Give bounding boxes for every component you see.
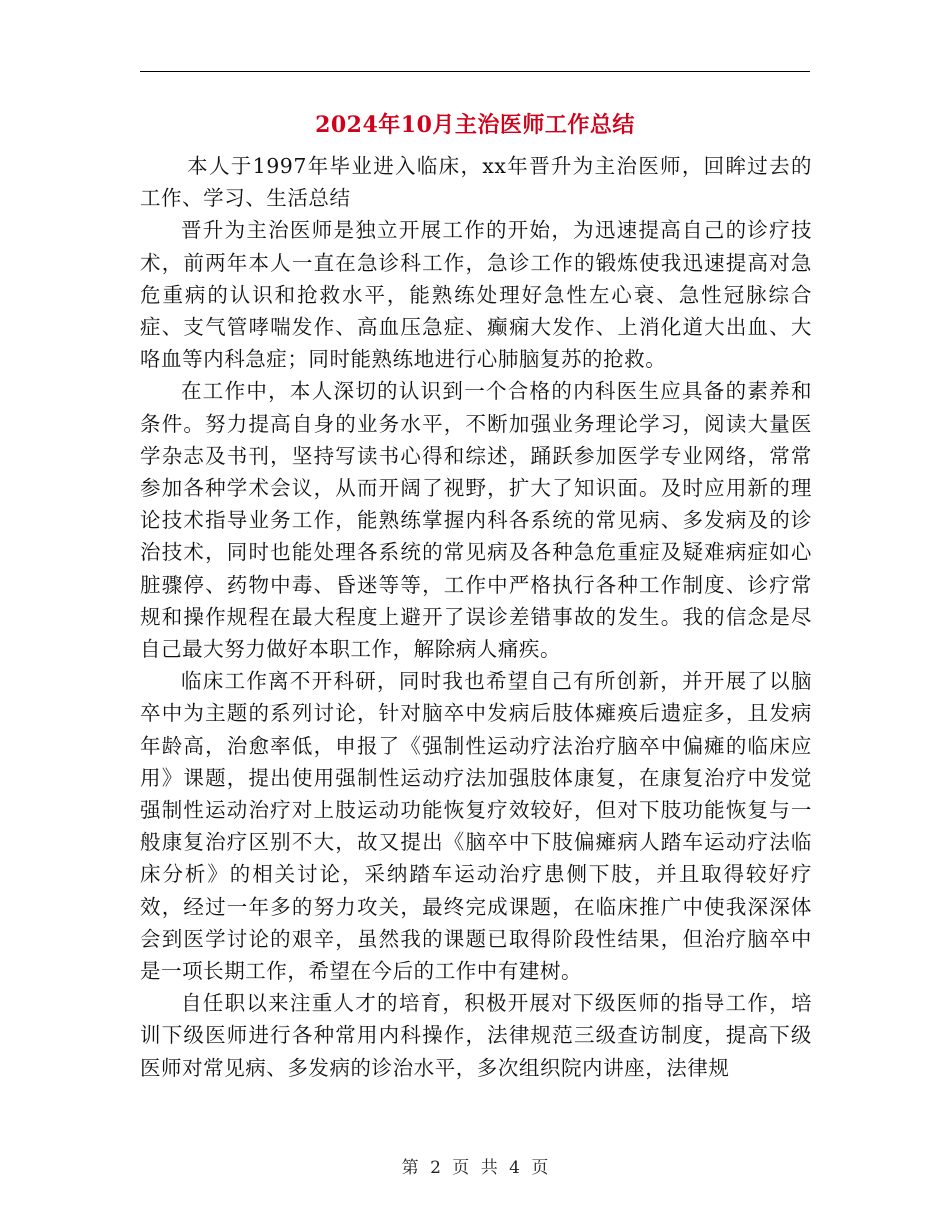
header-rule bbox=[140, 71, 810, 72]
page-number-footer: 第 2 页 共 4 页 bbox=[401, 1158, 549, 1178]
document-body bbox=[140, 150, 812, 1084]
document-title: 2024年10月主治医师工作总结 bbox=[315, 112, 635, 138]
paragraph-intro: 本人于1997年毕业进入临床，xx年晋升为主治医师，回眸过去的工作、学习、生活总结 bbox=[140, 154, 812, 211]
paragraph-training: 自任职以来注重人才的培育，积极开展对下级医师的指导工作，培训下级医师进行各种常用内科操作，法律规范三级查访制度，提高下级医师对常见病、多发病的诊治水平，多次组织院内讲座，法律规 bbox=[140, 991, 812, 1080]
paragraph-professional-growth: 在工作中，本人深切的认识到一个合格的内科医生应具备的素养和条件。努力提高自身的业务水平，不断加强业务理论学习，阅读大量医学杂志及书刊，坚持写读书心得和综述，踊跃参加医学专业网络，常常参加各种学术会议，从而开阔了视野，扩大了知识面。及时应用新的理论技术指导业务工作，能熟练掌握内科各系统的常见病、多发病及的诊治技术，同时也能处理各系统的常见病及各种急危重症及疑难病症如心脏骤停、药物中毒、昏迷等等，工作中严格执行各种工作制度、诊疗常规和操作规程在最大程度上避开了误诊差错事故的发生。我的信念是尽自己最大努力做好本职工作，解除病人痛疾。 bbox=[140, 379, 812, 662]
paragraph-research: 临床工作离不开科研，同时我也希望自己有所创新，并开展了以脑卒中为主题的系列讨论，针对脑卒中发病后肢体瘫痪后遗症多，且发病年龄高，治愈率低，申报了《强制性运动疗法治疗脑卒中偏瘫的临床应用》课题，提出使用强制性运动疗法加强肢体康复，在康复治疗中发觉强制性运动治疗对上肢运动功能恢复疗效较好，但对下肢功能恢复与一般康复治疗区别不大，故又提出《脑卒中下肢偏瘫病人踏车运动疗法临床分析》的相关讨论，采纳踏车运动治疗患侧下肢，并且取得较好疗效，经过一年多的努力攻关，最终完成课题，在临床推广中使我深深体会到医学讨论的艰辛，虽然我的课题已取得阶段性结果，但治疗脑卒中是一项长期工作，希望在今后的工作中有建树。 bbox=[140, 669, 812, 984]
paragraph-emergency-work: 晋升为主治医师是独立开展工作的开始，为迅速提高自己的诊疗技术，前两年本人一直在急诊科工作，急诊工作的锻炼使我迅速提高对急危重病的认识和抢救水平，能熟练处理好急性左心衰、急性冠脉综合症、支气管哮喘发作、高血压急症、癫痫大发作、上消化道大出血、大咯血等内科急症；同时能熟练地进行心肺脑复苏的抢救。 bbox=[140, 218, 812, 372]
